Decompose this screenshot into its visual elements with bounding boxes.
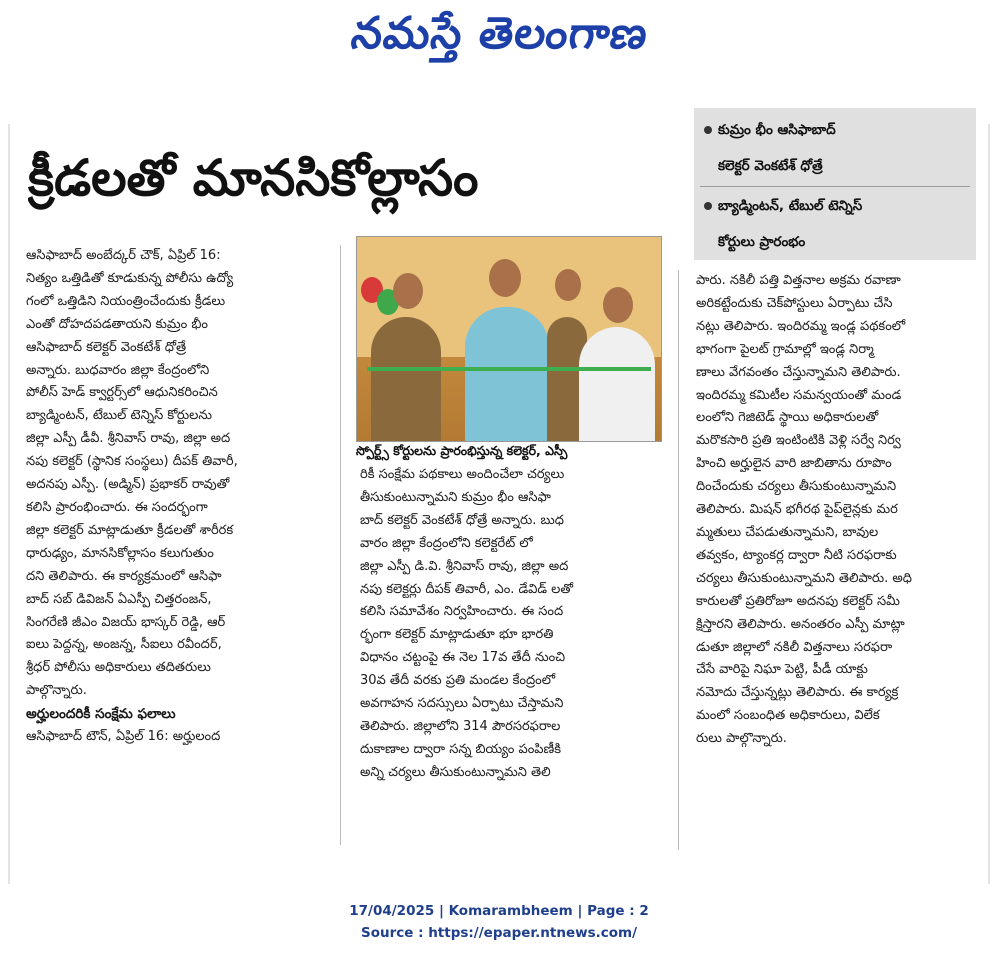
subheading: అర్హులందరికీ సంక్షేమ ఫలాలు — [26, 706, 176, 723]
ribbon — [367, 367, 651, 371]
highlight-line — [694, 148, 998, 184]
text-line: ఎంతో దోహదపడతాయని కుమ్రం భీం — [26, 316, 208, 332]
text-line: కలిసి సమావేశం నిర్వహించారు. ఈ సంద — [360, 604, 564, 620]
text-line: ఇందిరమ్మ కమిటీల సమన్వయంతో మండ — [696, 387, 902, 403]
highlight-text: కలెక్టర్ వెంకటేశ్ ధోత్రే — [718, 158, 823, 174]
text-line: చేసే వారిపై నిఘా పెట్టి, పీడీ యాక్టు — [696, 662, 868, 678]
article-column-2 — [360, 464, 658, 844]
footer-source: Source : https://epaper.ntnews.com/ — [360, 925, 638, 941]
text-line: అవగాహన సదస్సులు ఏర్పాటు చేస్తామని — [360, 696, 564, 712]
news-photo — [356, 236, 662, 442]
text-line: సింగరేణి జీఎం విజయ్ భాస్కర్ రెడ్డి, ఆర్ — [26, 614, 226, 630]
left-margin-rule — [8, 124, 10, 884]
text-line: హించి అర్హులైన వారి జాబితాను రూపొం — [696, 456, 892, 472]
bullet-icon — [704, 202, 712, 210]
text-line: క్షిస్తారని తెలిపారు. అనంతరం ఎస్పీ మాట్లా — [696, 616, 905, 632]
text-line: ధారుఢ్యం, మానసికోల్లాసం కలుగుతుం — [26, 545, 214, 561]
masthead — [0, 0, 998, 80]
text-line: మరొకసారి ప్రతి ఇంటింటికి వెళ్లి సర్వే నిర్వ — [696, 433, 901, 449]
column-divider — [678, 270, 679, 850]
text-line: భాగంగా పైలట్ గ్రామాల్లో ఇండ్ల నిర్మా — [696, 341, 874, 357]
text-line: అన్నారు. బుధవారం జిల్లా కేంద్రంలోని — [26, 362, 210, 378]
text-line: శ్రీధర్ పోలీసు అధికారులు తదితరులు — [26, 660, 211, 676]
text-line: గంలో ఒత్తిడిని నియంత్రించేందుకు క్రీడలు — [26, 293, 226, 309]
text-line: దించేందుకు చర్యలు తీసుకుంటున్నామని — [696, 479, 897, 495]
text-line: అరికట్టేందుకు చెక్‌పోస్టులు ఏర్పాటు చేసి — [696, 295, 893, 311]
text-line: బాద్ సబ్ డివిజన్ ఏఎస్పీ చిత్తరంజన్, — [26, 591, 212, 607]
highlights-box — [694, 108, 976, 260]
text-line: తవ్వకం, ట్యాంకర్ల ద్వారా నీటి సరఫరాకు — [696, 547, 897, 563]
person-head — [603, 287, 633, 323]
text-line: 30వ తేదీ వరకు ప్రతి మండల కేంద్రంలో — [360, 673, 556, 689]
column-2-text — [360, 464, 658, 785]
highlight-text: కోర్టులు ప్రారంభం — [718, 234, 806, 250]
text-line: లంలోని గెజిటెడ్ స్థాయి అధికారులతో — [696, 410, 879, 426]
highlight-text: బ్యాడ్మింటన్, టేబుల్ టెన్నిస్ — [718, 198, 863, 214]
column-1-after-text — [26, 726, 326, 749]
text-line: జిల్లా కలెక్టర్ మాట్లాడుతూ క్రీడలతో శారీరక — [26, 522, 234, 538]
text-line: వారం జిల్లా కేంద్రంలోని కలెక్టరేట్ లో — [360, 535, 533, 551]
article-column-3 — [696, 270, 978, 850]
text-line: తెలిపారు. జిల్లాలోని 314 పౌరసరఫరాల — [360, 718, 561, 734]
text-line: నపు కలెక్టర్ (స్థానిక సంస్థలు) దీపక్ తివారీ, — [26, 454, 238, 470]
text-line: నట్లు తెలిపారు. ఇందిరమ్మ ఇండ్ల పథకంలో — [696, 318, 906, 334]
highlight-line — [694, 188, 976, 224]
masthead-logo: నమస్తే తెలంగాణ — [348, 8, 652, 59]
text-line: నమోదు చేస్తున్నట్లు తెలిపారు. ఈ కార్యక్ర — [696, 685, 899, 701]
text-line: ఆసిఫాబాద్ కలెక్టర్ వెంకటేశ్ ధోత్రే — [26, 339, 187, 355]
text-line: దుకాణాల ద్వారా సన్న బియ్యం పంపిణీకి — [360, 741, 562, 757]
person-head — [489, 259, 521, 297]
text-line: కారులతో ప్రతిరోజూ అదనపు కలెక్టర్ సమీ — [696, 593, 900, 609]
headline: క్రీడలతో మానసికోల్లాసం — [28, 149, 479, 207]
column-1-text — [26, 245, 326, 703]
text-line: రికీ సంక్షేమ పథకాలు అందించేలా చర్యలు — [360, 467, 565, 482]
text-line: ర్భంగా కలెక్టర్ మాట్లాడుతూ భూ భారతి — [360, 627, 554, 643]
text-line: తీసుకుంటున్నామని కుమ్రం భీం ఆసిఫా — [360, 489, 551, 505]
person-collector — [465, 307, 549, 441]
text-line: డుతూ జిల్లాలో నకిలీ విత్తనాలు సరఫరా — [696, 639, 893, 655]
text-line: అన్ని చర్యలు తీసుకుంటున్నామని తెలి — [360, 764, 551, 780]
text-line: బాద్ కలెక్టర్ వెంకటేశ్ ధోత్రే అన్నారు. బుధ — [360, 512, 564, 528]
person-official — [579, 327, 655, 441]
bullet-icon — [704, 126, 712, 134]
text-line: నపు కలెక్టర్లు దీపక్ తివారీ, ఎం. డేవిడ్ లతో — [360, 581, 574, 597]
text-line: అదనపు ఎస్పీ. (అడ్మిన్) ప్రభాకర్ రావుతో — [26, 477, 230, 493]
photo-caption: స్పోర్ట్స్ కోర్టులను ప్రారంభిస్తున్న కలెక్టర్, ఎస్పీ — [356, 443, 568, 458]
text-line: జిల్లా ఎస్పీ డీవీ. శ్రీనివాస్ రావు, జిల్లా అద — [26, 431, 231, 447]
text-line: చర్యలు తీసుకుంటున్నామని తెలిపారు. అధి — [696, 570, 912, 586]
person-head — [555, 269, 581, 301]
column-3-text — [696, 270, 978, 751]
highlight-divider — [700, 186, 970, 187]
highlight-line — [694, 112, 976, 148]
text-line: జిల్లా ఎస్పీ డి.వి. శ్రీనివాస్ రావు, జిల్లా అద — [360, 558, 569, 574]
column-divider — [340, 245, 341, 845]
footer — [0, 900, 998, 944]
text-line: పారు. నకిలీ పత్తి విత్తనాల అక్రమ రవాణా — [696, 273, 901, 288]
highlight-text: కుమ్రం భీం ఆసిఫాబాద్ — [718, 122, 836, 138]
article-column-1 — [26, 245, 326, 845]
text-line: ఆసిఫాబాద్ అంబేద్కర్ చౌక్, ఏప్రిల్ 16: — [26, 248, 221, 263]
text-line: పాల్గొన్నారు. — [26, 683, 87, 699]
text-line: మంలో సంబంధిత అధికారులు, విలేక — [696, 708, 880, 724]
text-line: నిత్యం ఒత్తిడితో కూడుకున్న పోలీసు ఉద్యో — [26, 270, 234, 286]
person-head — [393, 273, 423, 309]
text-line: ణాలు వేగవంతం చేస్తున్నామని తెలిపారు. — [696, 364, 901, 380]
text-line: దని తెలిపారు. ఈ కార్యక్రమంలో ఆసిఫా — [26, 568, 222, 584]
text-line: విధానం చట్టంపై ఈ నెల 17వ తేదీ నుంచి — [360, 650, 566, 666]
text-line: రులు పాల్గొన్నారు. — [696, 731, 787, 747]
text-line: మ్మతులు చేపడుతున్నామని, బావుల — [696, 524, 879, 540]
text-line: బ్యాడ్మింటన్, టేబుల్ టెన్నిస్ కోర్టులను — [26, 408, 212, 424]
highlight-line — [694, 224, 998, 260]
footer-date-edition: 17/04/2025 | Komarambheem | Page : 2 — [349, 903, 649, 919]
text-line: పోలీస్ హెడ్ క్వార్టర్స్‌లో ఆధునికరించిన — [26, 385, 218, 401]
text-line: కలిసి ప్రారంభించారు. ఈ సందర్భంగా — [26, 499, 208, 515]
text-line: ఆసిఫాబాద్ టౌన్, ఏప్రిల్ 16: అర్హులంద — [26, 729, 221, 745]
text-line: తెలిపారు. మిషన్ భగీరథ పైప్‌లైన్లకు మర — [696, 502, 898, 518]
person-officer — [371, 317, 441, 441]
text-line: ఐలు పెద్దన్న, అంజన్న, సీఐలు రవీందర్, — [26, 637, 222, 653]
